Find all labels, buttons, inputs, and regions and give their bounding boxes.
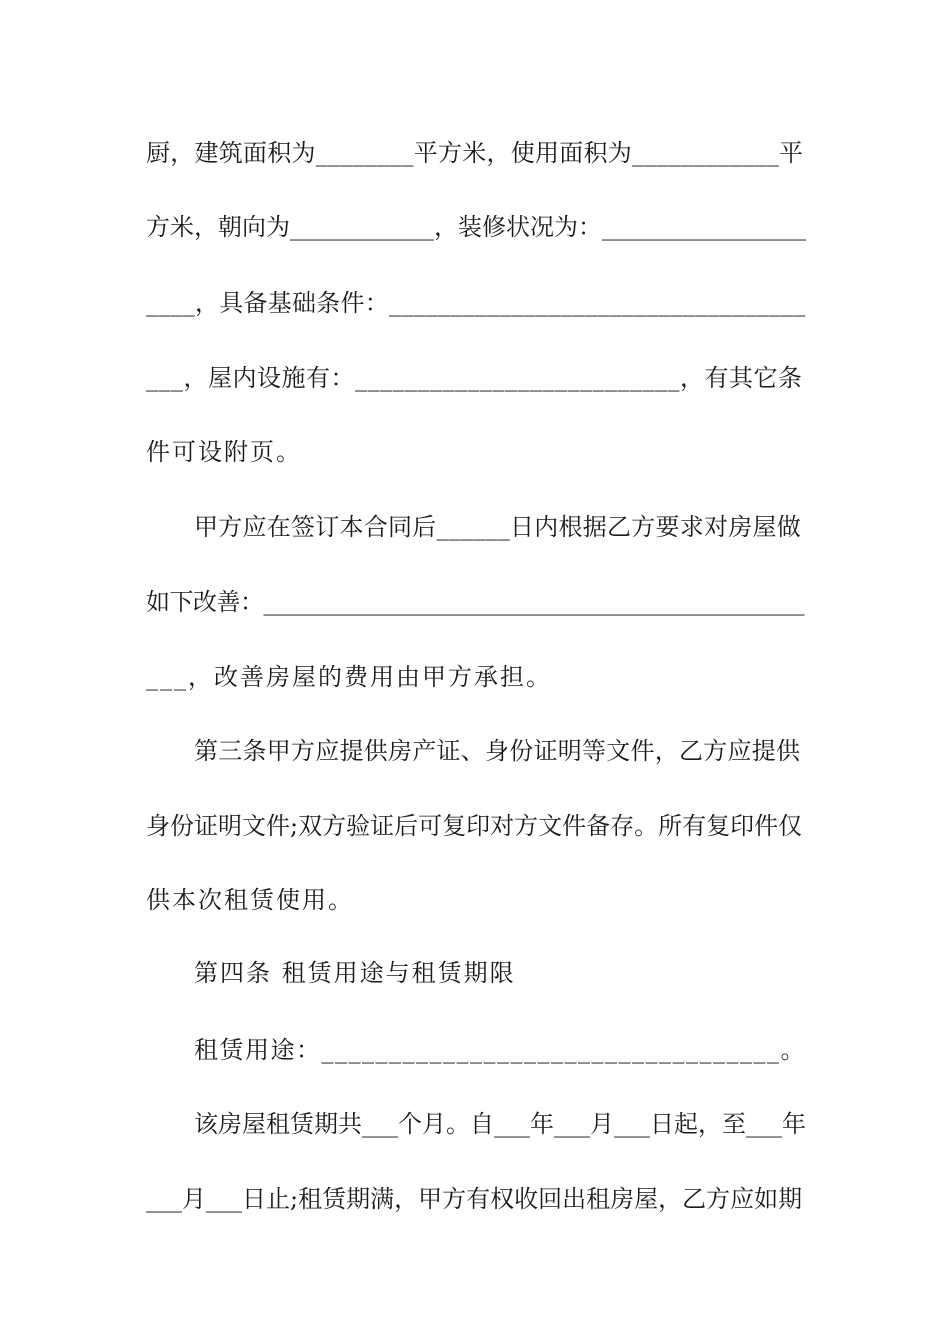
- text-line: ___，改善房屋的费用由甲方承担。: [146, 663, 552, 691]
- text-line: 身份证明文件;双方验证后可复印对方文件备存。所有复印件仅: [146, 812, 803, 840]
- text-line: 甲方应在签订本合同后______日内根据乙方要求对房屋做: [194, 513, 801, 541]
- section-heading: 第四条 租赁用途与租赁期限: [194, 959, 516, 987]
- text-line: 供本次租赁使用。: [146, 886, 354, 914]
- text-line: 如下改善：_______________________________________________: [146, 588, 804, 616]
- text-line: 该房屋租赁期共___个月。自___年___月___日起，至___年: [194, 1110, 806, 1138]
- text-line: ____，具备基础条件：__________________________________: [146, 289, 806, 317]
- text-line: 方米，朝向为____________，装修状况为：_________________: [146, 213, 806, 241]
- text-line: 租赁用途：__________________________________。: [194, 1036, 806, 1064]
- text-line: ___，屋内设施有：__________________________，有其它条: [146, 364, 803, 392]
- text-line: 厨，建筑面积为________平方米，使用面积为____________平: [146, 139, 804, 167]
- text-line: 件可设附页。: [146, 438, 302, 466]
- text-line: 第三条甲方应提供房产证、身份证明等文件，乙方应提供: [194, 737, 801, 765]
- text-line: ___月___日止;租赁期满，甲方有权收回出租房屋，乙方应如期: [146, 1185, 803, 1213]
